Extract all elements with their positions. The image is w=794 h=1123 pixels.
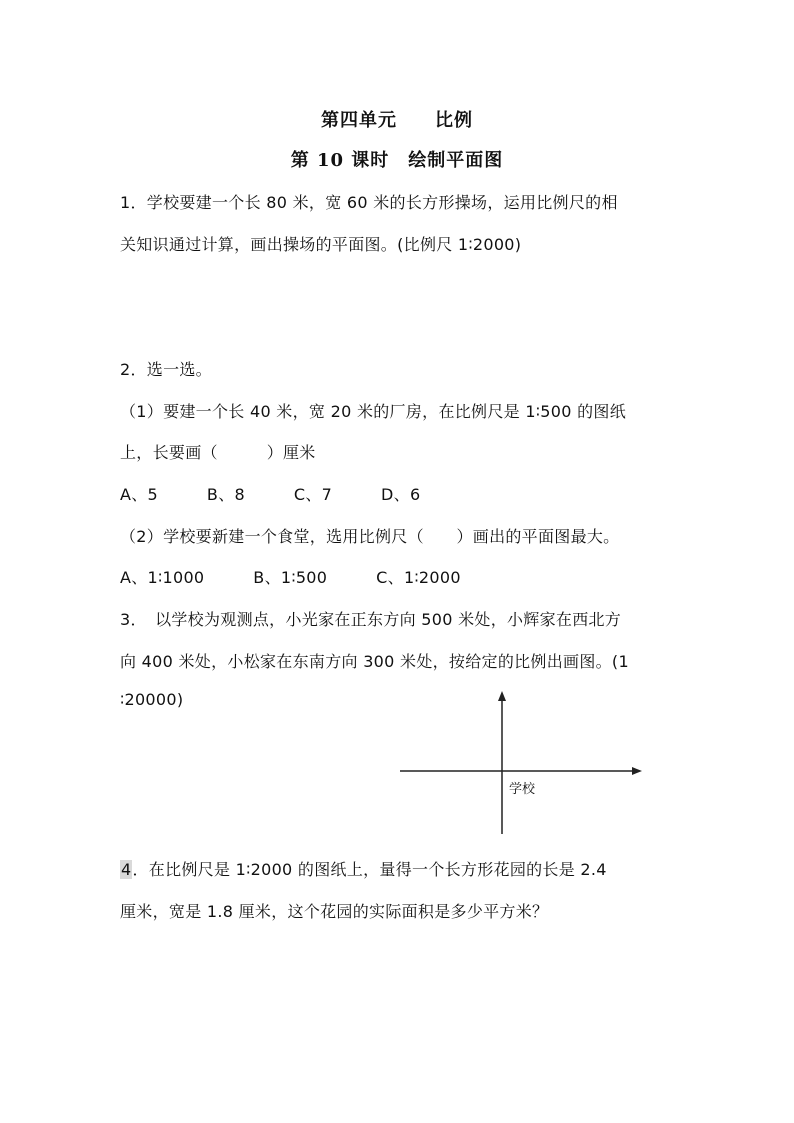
question-4-line-1 [120,857,607,880]
question-2-2-line-1: （2）学校要新建一个食堂，选用比例尺（ ）画出的平面图最大。 [120,527,620,546]
question-3-line-2: 向 400 米处，小松家在东南方向 300 米处，按给定的比例出画图。(1 [120,652,629,671]
question-4-number: 4 [121,860,132,879]
question-4-line-1-text: ．在比例尺是 1∶2000 的图纸上，量得一个长方形花园的长是 2.4 [132,860,607,879]
question-2-1-line-2: 上，长要画（ ）厘米 [120,443,316,462]
north-arrowhead [498,691,506,701]
school-origin-label: 学校 [509,782,536,797]
question-2-2-options: A、1∶1000 B、1∶500 C、1∶2000 [120,568,461,587]
question-2-1-options: A、5 B、8 C、7 D、6 [120,485,421,504]
question-1-line-1: 1．学校要建一个长 80 米，宽 60 米的长方形操场，运用比例尺的相 [120,193,618,212]
lesson-title: 第 10 课时 绘制平面图 [290,150,504,171]
question-2-heading: 2．选一选。 [120,360,212,379]
east-arrowhead [632,767,642,775]
question-4-line-2: 厘米，宽是 1.8 厘米，这个花园的实际面积是多少平方米？ [120,902,549,921]
question-2-1-line-1: （1）要建一个长 40 米，宽 20 米的厂房，在比例尺是 1∶500 的图纸 [120,402,626,421]
unit-title: 第四单元 比例 [321,110,473,131]
question-1-line-2: 关知识通过计算，画出操场的平面图。(比例尺 1∶2000) [120,235,522,254]
question-3-line-1: 3． 以学校为观测点，小光家在正东方向 500 米处，小辉家在西北方 [120,610,622,629]
question-3-line-3: ∶20000) [120,690,184,709]
